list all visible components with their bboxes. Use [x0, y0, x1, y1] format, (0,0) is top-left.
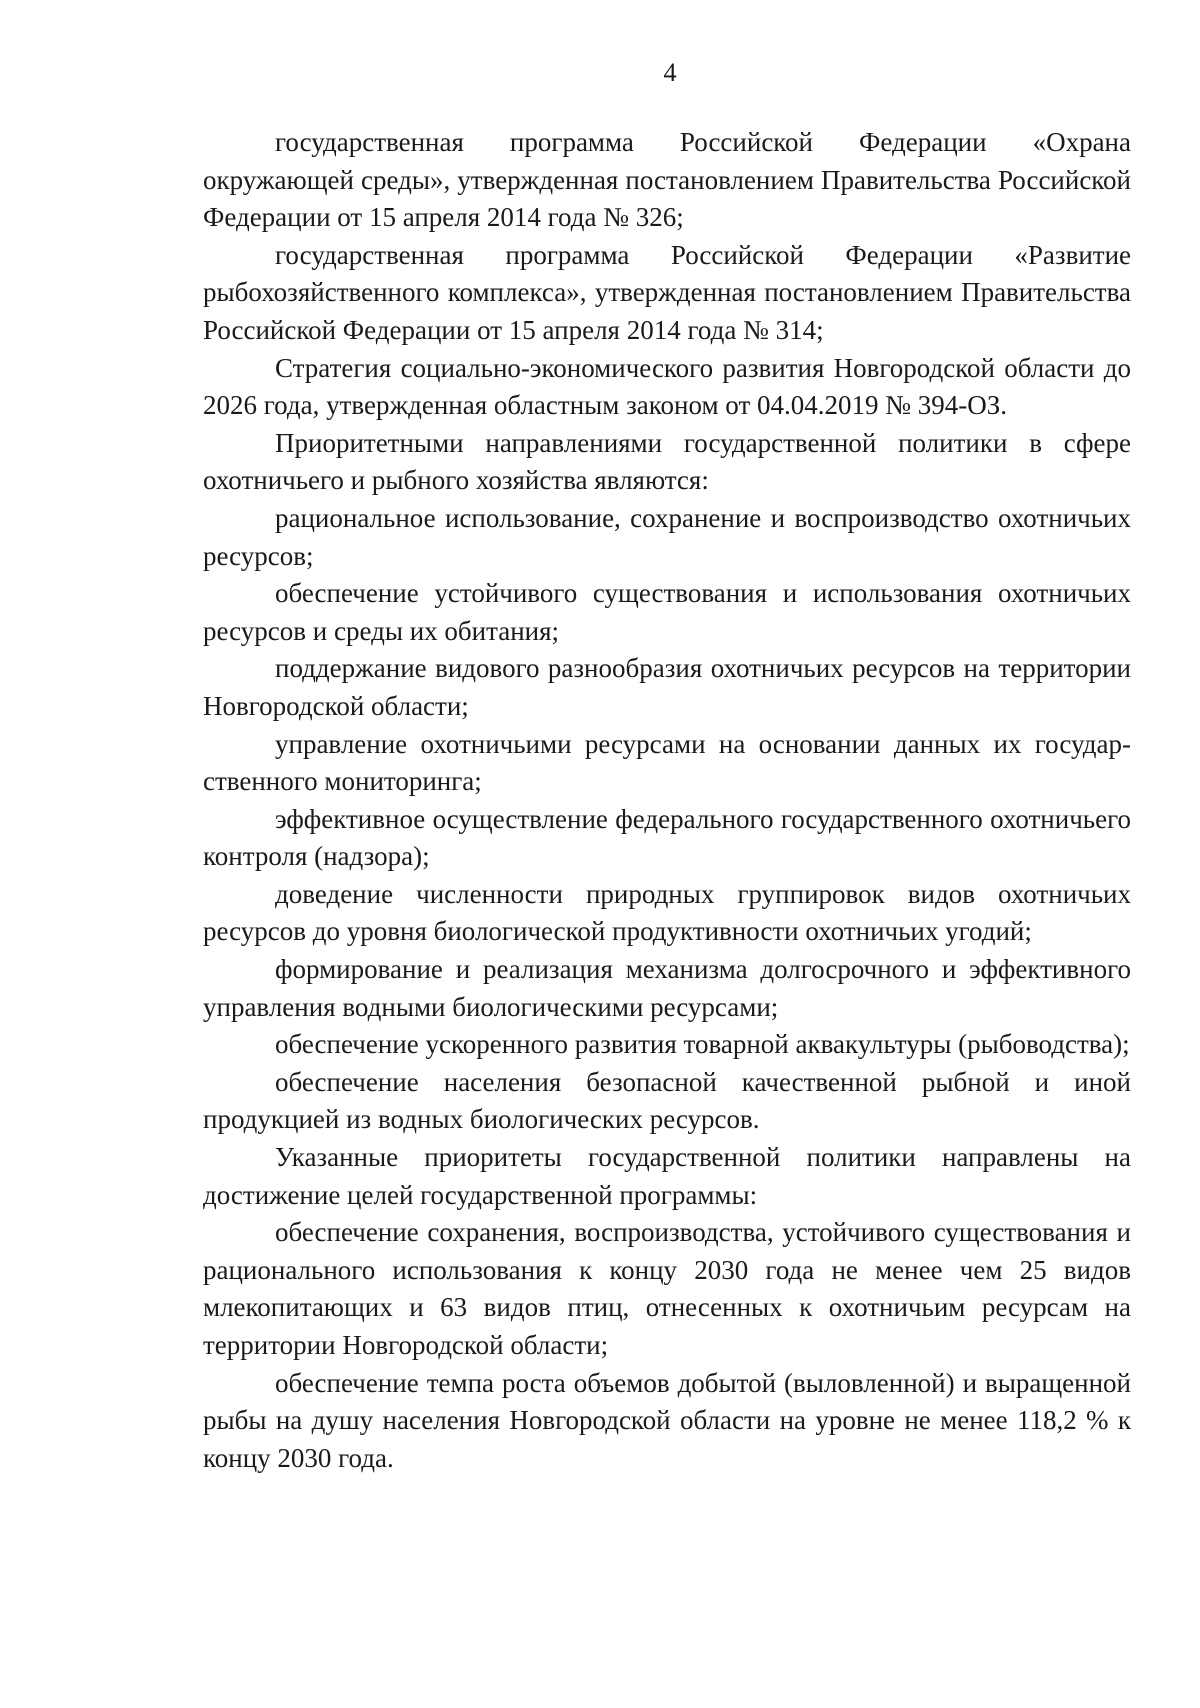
paragraph: обеспечение сохранения, воспроизводства, устойчивого существования и рационального использования к концу 2030 года не менее чем 25 видов млекопитающих и 63 видов птиц, отнесенных к охотничьим ресурсам на территории Новгородской области; — [203, 1217, 1131, 1360]
paragraph: эффективное осуществление федерального государственного охотничьего контроля (надзора); — [203, 803, 1131, 872]
paragraph: государственная программа Российской Федерации «Охрана окружающей среды», утвержденная постановлением Правительства Российской Федерации от 15 апреля 2014 года № 326; — [203, 127, 1131, 233]
paragraph: Приоритетными направлениями государственной политики в сфере охотничьего и рыбного хозяйства являются: — [203, 427, 1131, 496]
paragraph: управление охотничьими ресурсами на основании данных их государственного мониторинга; — [203, 728, 1131, 797]
paragraph: государственная программа Российской Федерации «Развитие рыбохозяйственного комплекса», утвержденная постановлением Правительства Российской Федерации от 15 апреля 2014 года № 314; — [203, 239, 1131, 345]
paragraph: Указанные приоритеты государственной политики направлены на достижение целей государственной программы: — [203, 1142, 1131, 1210]
paragraph: доведение численности природных группировок видов охотничьих ресурсов до уровня биологической продуктивности охотничьих угодий; — [203, 878, 1131, 947]
paragraph: поддержание видового разнообразия охотничьих ресурсов на территории Новгородской области; — [203, 653, 1131, 721]
paragraph: рациональное использование, сохранение и воспроизводство охотничьих ресурсов; — [203, 502, 1131, 571]
paragraph: обеспечение ускоренного развития товарной аквакультуры (рыбоводства); — [275, 1029, 1130, 1060]
paragraph: обеспечение темпа роста объемов добытой (выловленной) и выращенной рыбы на душу населения Новгородской области на уровне не менее 118,2 % к концу 2030 года. — [203, 1367, 1131, 1473]
document-body — [203, 124, 1131, 1477]
paragraph: обеспечение населения безопасной качественной рыбной и иной продукцией из водных биологических ресурсов. — [203, 1066, 1131, 1135]
paragraph: Стратегия социально-экономического развития Новгородской области до 2026 года, утвержденная областным законом от 04.04.2019 № 394-ОЗ. — [203, 352, 1131, 421]
paragraph: формирование и реализация механизма долгосрочного и эффективного управления водными биологическими ресурсами; — [203, 954, 1131, 1022]
paragraph: обеспечение устойчивого существования и использования охотничьих ресурсов и среды их обитания; — [203, 578, 1131, 646]
page-number: 4 — [663, 58, 677, 87]
